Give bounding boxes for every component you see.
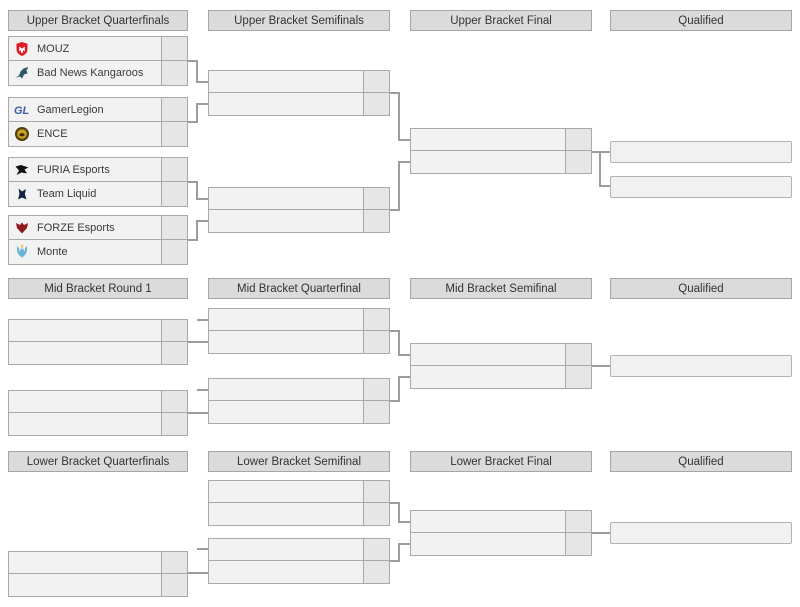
match-mbr1-1 (8, 319, 188, 365)
team-slot-forze[interactable] (9, 216, 187, 240)
header-lower-quarterfinals: Lower Bracket Quarterfinals (8, 451, 188, 472)
team-slot-mouz[interactable] (9, 37, 187, 61)
connector-line (196, 220, 208, 222)
score-cell (363, 71, 389, 92)
match-mbqf1 (208, 308, 390, 354)
connector-line (196, 198, 208, 200)
team-slot-monte[interactable] (9, 240, 187, 264)
connector-line (398, 502, 400, 523)
score-cell (565, 511, 591, 532)
connector-line (196, 103, 208, 105)
match-ubqf1 (8, 36, 188, 86)
empty-team-slot (209, 188, 389, 210)
score-cell (363, 561, 389, 583)
empty-team-slot (209, 210, 389, 232)
liquid-horse-icon (14, 186, 30, 202)
match-ubqf4 (8, 215, 188, 265)
empty-team-slot (209, 401, 389, 423)
team-name[interactable]: Bad News Kangaroos (37, 67, 144, 79)
match-mbr1-2 (8, 390, 188, 436)
header-upper-final: Upper Bracket Final (410, 10, 592, 31)
score-cell (161, 37, 187, 60)
connector-line (398, 543, 410, 545)
monte-trident-icon (14, 244, 30, 260)
score-cell (161, 240, 187, 264)
connector-stub (197, 389, 208, 391)
connector-line (398, 161, 400, 211)
qualified-slot-upper-1 (610, 141, 792, 163)
connector-line (599, 151, 601, 187)
score-cell (161, 98, 187, 121)
empty-team-slot (209, 71, 389, 93)
team-name[interactable]: MOUZ (37, 42, 70, 55)
score-cell (363, 93, 389, 115)
gl-monogram-icon (14, 102, 30, 118)
mouz-shield-icon (14, 41, 30, 57)
score-cell (363, 331, 389, 353)
empty-team-slot (411, 151, 591, 173)
score-cell (363, 539, 389, 560)
connector-line (188, 412, 208, 414)
score-cell (363, 401, 389, 423)
header-upper-qualified: Qualified (610, 10, 792, 31)
team-name[interactable]: FORZE Esports (37, 221, 115, 234)
furia-panther-icon (14, 162, 30, 178)
connector-line (592, 532, 610, 534)
score-cell (565, 344, 591, 365)
connector-stub (197, 548, 208, 550)
connector-line (398, 139, 410, 141)
connector-line (599, 185, 610, 187)
connector-line (398, 376, 400, 402)
score-cell (363, 309, 389, 330)
team-name[interactable]: FURIA Esports (37, 163, 110, 176)
connector-line (196, 103, 198, 123)
connector-line (398, 92, 400, 141)
team-name[interactable]: ENCE (37, 128, 68, 140)
team-name[interactable]: Monte (37, 246, 68, 258)
kangaroo-icon (14, 65, 30, 81)
svg-text:GL: GL (14, 104, 30, 117)
connector-line (398, 330, 400, 356)
header-mid-semifinal: Mid Bracket Semifinal (410, 278, 592, 299)
ence-bear-icon (14, 126, 30, 142)
score-cell (161, 574, 187, 596)
header-lower-qualified: Qualified (610, 451, 792, 472)
score-cell (565, 151, 591, 173)
score-cell (161, 158, 187, 181)
empty-team-slot (411, 129, 591, 151)
header-lower-final: Lower Bracket Final (410, 451, 592, 472)
empty-team-slot (209, 379, 389, 401)
header-upper-quarterfinals: Upper Bracket Quarterfinals (8, 10, 188, 31)
empty-team-slot (209, 93, 389, 115)
match-ubsf1 (208, 70, 390, 116)
connector-line (188, 341, 208, 343)
empty-team-slot (411, 511, 591, 533)
connector-line (398, 161, 410, 163)
team-slot-furia[interactable] (9, 158, 187, 182)
empty-team-slot (9, 342, 187, 364)
empty-team-slot (209, 539, 389, 561)
match-lbsf1 (208, 480, 390, 526)
score-cell (363, 503, 389, 525)
match-mbqf2 (208, 378, 390, 424)
score-cell (363, 210, 389, 232)
qualified-slot-upper-2 (610, 176, 792, 198)
connector-line (398, 543, 400, 562)
connector-line (592, 151, 610, 153)
match-ubqf2 (8, 97, 188, 147)
score-cell (363, 379, 389, 400)
score-cell (161, 122, 187, 146)
score-cell (565, 366, 591, 388)
score-cell (363, 188, 389, 209)
score-cell (161, 61, 187, 85)
team-name[interactable]: Team Liquid (37, 188, 97, 200)
header-mid-round1: Mid Bracket Round 1 (8, 278, 188, 299)
empty-team-slot (209, 309, 389, 331)
empty-team-slot (411, 366, 591, 388)
score-cell (161, 391, 187, 412)
header-mid-quarterfinal: Mid Bracket Quarterfinal (208, 278, 390, 299)
connector-line (196, 81, 208, 83)
empty-team-slot (411, 533, 591, 555)
score-cell (161, 320, 187, 341)
connector-stub (197, 319, 208, 321)
team-slot-ence[interactable] (9, 122, 187, 146)
connector-line (592, 365, 610, 367)
match-lbqf1 (8, 551, 188, 597)
team-slot-bad-news-kangaroos[interactable] (9, 61, 187, 85)
empty-team-slot (9, 320, 187, 342)
score-cell (565, 533, 591, 555)
connector-line (196, 60, 198, 83)
connector-line (398, 354, 410, 356)
forze-wolf-icon (14, 220, 30, 236)
score-cell (161, 413, 187, 435)
match-lbfinal (410, 510, 592, 556)
score-cell (161, 216, 187, 239)
connector-line (398, 376, 410, 378)
score-cell (161, 552, 187, 573)
match-mbsf (410, 343, 592, 389)
team-name[interactable]: GamerLegion (37, 103, 104, 116)
qualified-slot-lower (610, 522, 792, 544)
connector-line (196, 220, 198, 241)
empty-team-slot (411, 344, 591, 366)
empty-team-slot (209, 503, 389, 525)
qualified-slot-mid (610, 355, 792, 377)
score-cell (363, 481, 389, 502)
score-cell (565, 129, 591, 150)
header-mid-qualified: Qualified (610, 278, 792, 299)
connector-line (398, 521, 410, 523)
connector-line (188, 572, 208, 574)
header-upper-semifinals: Upper Bracket Semifinals (208, 10, 390, 31)
empty-team-slot (9, 391, 187, 413)
team-slot-gamerlegion[interactable] (9, 98, 187, 122)
empty-team-slot (9, 413, 187, 435)
header-lower-semifinal: Lower Bracket Semifinal (208, 451, 390, 472)
score-cell (161, 182, 187, 206)
match-lbsf2 (208, 538, 390, 584)
empty-team-slot (209, 331, 389, 353)
empty-team-slot (9, 574, 187, 596)
match-ubfinal (410, 128, 592, 174)
empty-team-slot (209, 481, 389, 503)
empty-team-slot (9, 552, 187, 574)
team-slot-team-liquid[interactable] (9, 182, 187, 206)
match-ubsf2 (208, 187, 390, 233)
match-ubqf3 (8, 157, 188, 207)
score-cell (161, 342, 187, 364)
empty-team-slot (209, 561, 389, 583)
